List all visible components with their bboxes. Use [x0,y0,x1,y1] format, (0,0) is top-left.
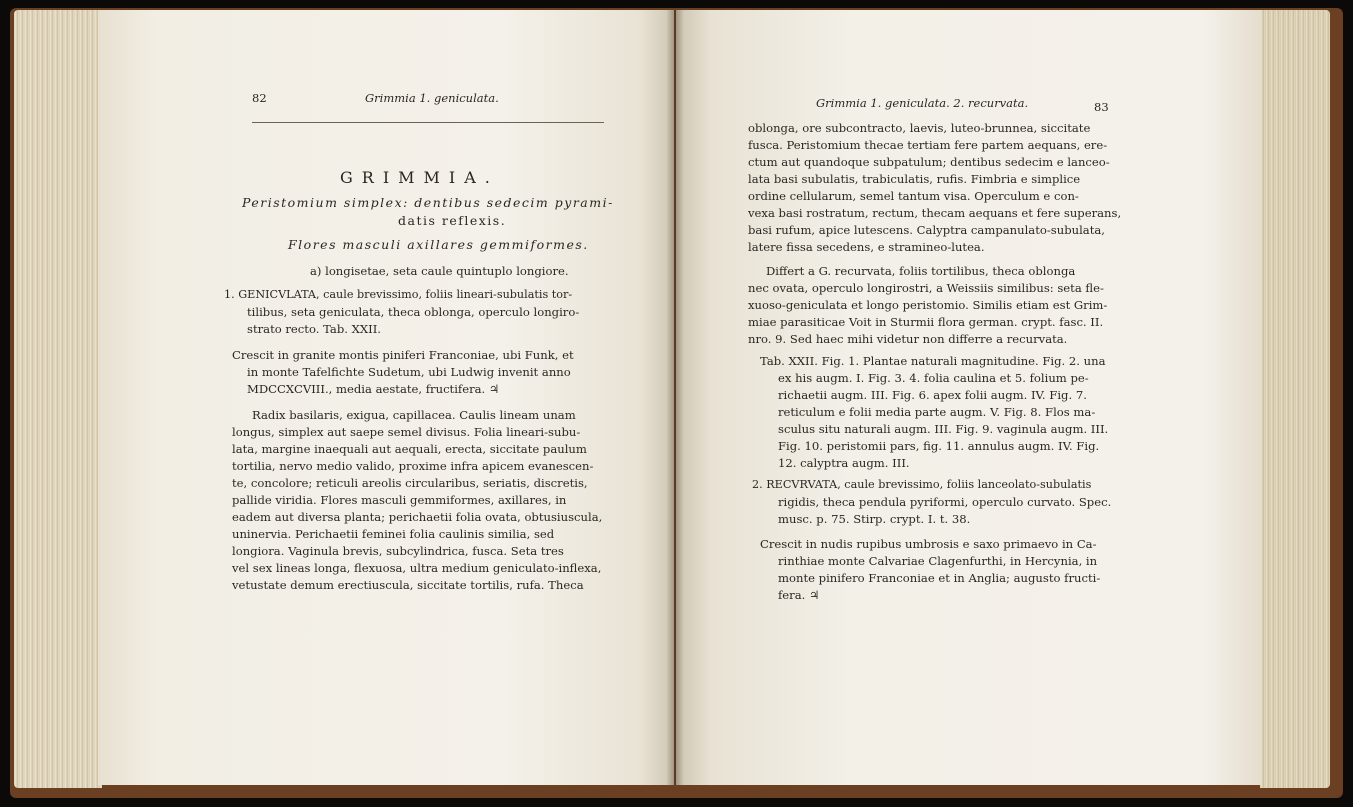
page-edges-left [14,10,102,788]
header-rule [252,122,604,123]
text-line: ex his augm. I. Fig. 3. 4. folia caulina et 5. folium pe- [778,371,1089,385]
text-line: uninervia. Perichaetii feminei folia caulinis similia, sed [232,527,555,541]
text-line: longiora. Vaginula brevis, subcylindrica, fusca. Seta tres [232,544,564,558]
text-line: fusca. Peristomium thecae tertiam fere partem aequans, ere- [748,138,1108,152]
text-line: fera. ♃ [778,588,820,602]
text-line: nro. 9. Sed haec mihi videtur non differre a recurvata. [748,332,1068,346]
text-line: Radix basilaris, exigua, capillacea. Caulis lineam unam [252,408,576,422]
text-line: Fig. 10. peristomii pars, fig. 11. annulus augm. IV. Fig. [778,439,1100,453]
text-line: vetustate demum erectiuscula, siccitate tortilis, rufa. Theca [232,578,584,592]
text-line: strato recto. Tab. XXII. [247,322,381,336]
text-line: datis reflexis. [398,213,507,228]
text-line: Flores masculi axillares gemmiformes. [288,237,589,252]
text-line: eadem aut diversa planta; perichaetii folia ovata, obtusiuscula, [232,510,603,524]
text-line: rigidis, theca pendula pyriformi, operculo curvato. Spec. [778,495,1112,509]
text-line: Differt a G. recurvata, foliis tortilibus, theca oblonga [766,264,1076,278]
text-line: ctum aut quandoque subpatulum; dentibus sedecim e lanceo- [748,155,1110,169]
text-line: pallide viridia. Flores masculi gemmiformes, axillares, in [232,493,567,507]
right-running-head: Grimmia 1. geniculata. 2. recurvata. [816,96,1029,110]
text-line: longus, simplex aut saepe semel divisus. Folia lineari-subu- [232,425,581,439]
book-gutter [666,10,684,785]
text-line: tilibus, seta geniculata, theca oblonga, operculo longiro- [247,305,580,319]
text-line: monte pinifero Franconiae et in Anglia; augusto fructi- [778,571,1101,585]
text-line: MDCCXCVIII., media aestate, fructifera. ♃ [247,382,500,396]
text-line: latere fissa secedens, e stramineo-lutea. [748,240,985,254]
text-line: lata, margine inaequali aut aequali, erecta, siccitate paulum [232,442,587,456]
left-page-number: 82 [252,91,267,105]
text-line: richaetii augm. III. Fig. 6. apex folii augm. IV. Fig. 7. [778,388,1087,402]
page-edges-right [1260,10,1330,788]
text-line: vel sex lineas longa, flexuosa, ultra medium geniculato-inflexa, [232,561,602,575]
left-running-head: Grimmia 1. geniculata. [365,91,499,105]
text-line: miae parasiticae Voit in Sturmii flora german. crypt. fasc. II. [748,315,1104,329]
text-line: ordine cellularum, semel tantum visa. Operculum e con- [748,189,1079,203]
right-page-number: 83 [1094,100,1109,114]
text-line: nec ovata, operculo longirostri, a Weissiis similibus: seta fle- [748,281,1104,295]
text-line: vexa basi rostratum, rectum, thecam aequans et fere superans, [748,206,1122,220]
text-line: Crescit in nudis rupibus umbrosis e saxo primaevo in Ca- [760,537,1097,551]
text-line: musc. p. 75. Stirp. crypt. I. t. 38. [778,512,971,526]
text-line: 12. calyptra augm. III. [778,456,910,470]
text-line: Tab. XXII. Fig. 1. Plantae naturali magnitudine. Fig. 2. una [760,354,1106,368]
text-line: oblonga, ore subcontracto, laevis, luteo-brunnea, siccitate [748,121,1091,135]
text-line: reticulum e folii media parte augm. V. Fig. 8. Flos ma- [778,405,1096,419]
text-line: xuoso-geniculata et longo peristomio. Similis etiam est Grim- [748,298,1108,312]
text-line: te, concolore; reticuli areolis circularibus, seriatis, discretis, [232,476,588,490]
text-line: a) longisetae, seta caule quintuplo longiore. [310,264,569,278]
text-line: sculus situ naturali augm. III. Fig. 9. vaginula augm. III. [778,422,1109,436]
text-line: 1. GENICVLATA, caule brevissimo, foliis lineari-subulatis tor- [224,288,573,301]
left-page [98,10,674,785]
text-line: rinthiae monte Calvariae Clagenfurthi, in Hercynia, in [778,554,1098,568]
text-line: Peristomium simplex: dentibus sedecim pyrami- [242,195,614,210]
genus-title: GRIMMIA. [340,168,499,187]
text-line: tortilia, nervo medio valido, proxime infra apicem evanescen- [232,459,594,473]
text-line: 2. RECVRVATA, caule brevissimo, foliis lanceolato-subulatis [752,478,1092,491]
text-line: basi rufum, apice lutescens. Calyptra campanulato-subulata, [748,223,1105,237]
text-line: Crescit in granite montis piniferi Franconiae, ubi Funk, et [232,348,574,362]
text-line: in monte Tafelfichte Sudetum, ubi Ludwig invenit anno [247,365,571,379]
text-line: lata basi subulatis, trabiculatis, rufis. Fimbria e simplice [748,172,1081,186]
